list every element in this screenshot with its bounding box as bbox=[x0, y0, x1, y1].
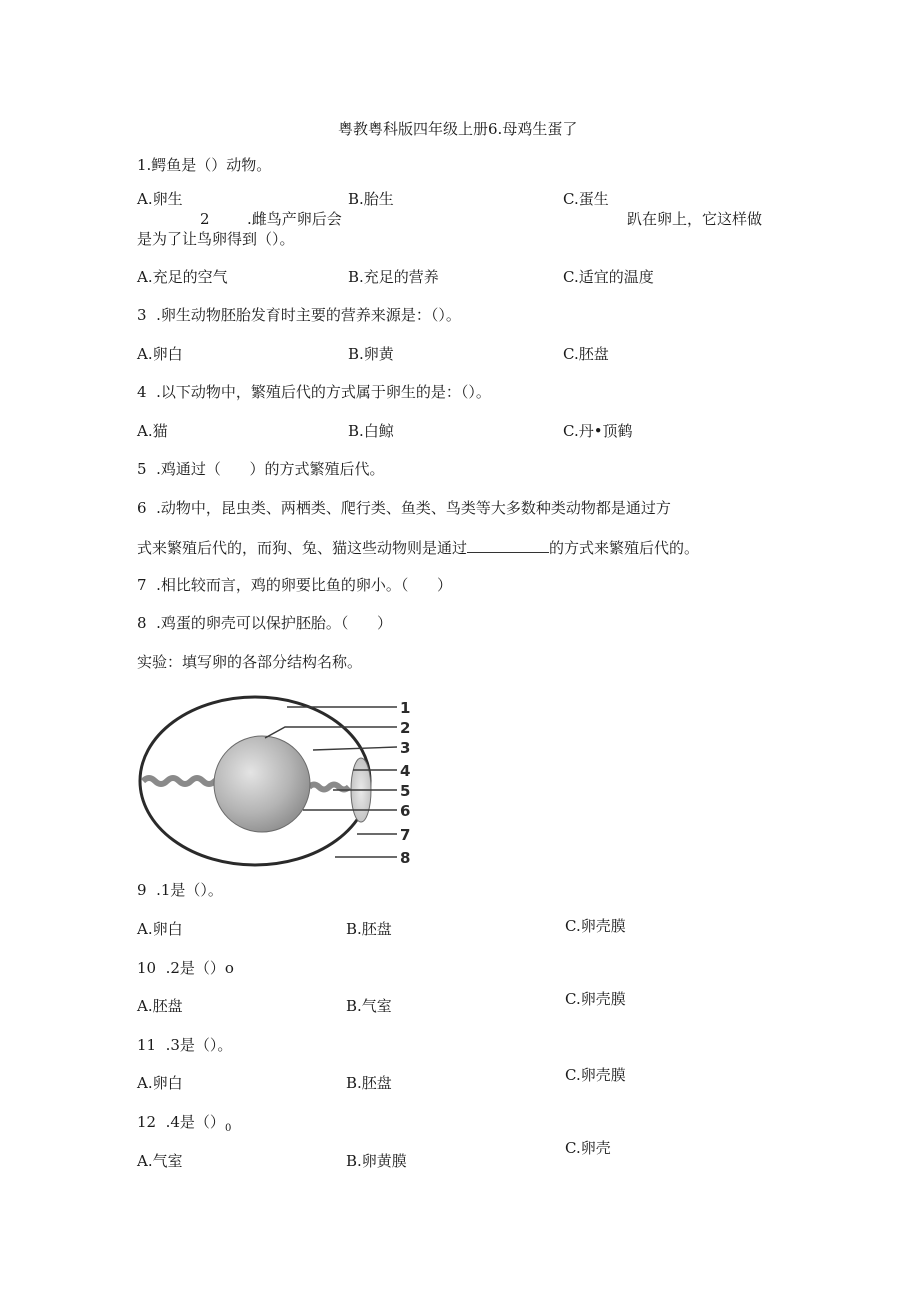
question-2-stem-part2: 趴在卵上，它这样做 bbox=[627, 210, 763, 228]
diagram-label-6: 6 bbox=[400, 802, 411, 820]
question-3-stem: 3 .卵生动物胚胎发育时主要的营养来源是：（）。 bbox=[137, 306, 461, 324]
question-11-stem: 11 .3是（）。 bbox=[137, 1036, 233, 1054]
question-7-stem: 7 .相比较而言，鸡的卵要比鱼的卵小。（ ） bbox=[137, 576, 452, 594]
diagram-label-8: 8 bbox=[400, 849, 411, 867]
question-4-option-c[interactable]: C.丹•顶鹤 bbox=[563, 422, 633, 440]
question-1-stem: 1.鳄鱼是（）动物。 bbox=[137, 156, 272, 174]
question-12-option-b[interactable]: B.卵黄膜 bbox=[346, 1152, 407, 1170]
question-2-stem-part1: .雌鸟产卵后会 bbox=[247, 210, 342, 228]
question-10-option-a[interactable]: A.胚盘 bbox=[137, 997, 183, 1015]
question-9-stem: 9 .1是（）。 bbox=[137, 881, 223, 899]
experiment-instruction: 实验：填写卵的各部分结构名称。 bbox=[137, 653, 363, 671]
question-12-option-a[interactable]: A.气室 bbox=[137, 1152, 183, 1170]
question-12-subscript: 0 bbox=[224, 1123, 232, 1134]
diagram-label-5: 5 bbox=[400, 782, 411, 800]
question-1-option-b[interactable]: B.胎生 bbox=[348, 190, 394, 208]
diagram-label-1: 1 bbox=[400, 699, 411, 717]
question-6-line2 bbox=[137, 538, 699, 557]
egg-structure-diagram bbox=[135, 692, 425, 874]
question-11-option-b[interactable]: B.胚盘 bbox=[346, 1074, 392, 1092]
question-10-stem: 10 .2是（）o bbox=[137, 959, 234, 977]
question-9-option-a[interactable]: A.卵白 bbox=[137, 920, 183, 938]
question-1-option-a[interactable]: A.卵生 bbox=[137, 190, 183, 208]
egg-yolk bbox=[214, 736, 310, 832]
question-2-option-b[interactable]: B.充足的营养 bbox=[348, 268, 439, 286]
diagram-label-4: 4 bbox=[400, 762, 411, 780]
question-12-stem bbox=[137, 1113, 231, 1138]
question-3-option-b[interactable]: B.卵黄 bbox=[348, 345, 394, 363]
question-10-option-c[interactable]: C.卵壳膜 bbox=[565, 990, 626, 1008]
question-12-stem-text: 12 .4是（） bbox=[137, 1113, 225, 1131]
diagram-label-3: 3 bbox=[400, 739, 411, 757]
page-title: 粤教粤科版四年级上册6.母鸡生蛋了 bbox=[338, 120, 578, 138]
question-10-option-b[interactable]: B.气室 bbox=[346, 997, 392, 1015]
fill-in-blank[interactable] bbox=[467, 538, 549, 553]
diagram-label-7: 7 bbox=[400, 826, 411, 844]
question-11-option-c[interactable]: C.卵壳膜 bbox=[565, 1066, 626, 1084]
question-2-number: 2 bbox=[200, 210, 210, 228]
question-2-option-a[interactable]: A.充足的空气 bbox=[137, 268, 228, 286]
question-6-line2-part2: 的方式来繁殖后代的。 bbox=[549, 539, 700, 557]
question-5-stem: 5 .鸡通过（ ）的方式繁殖后代。 bbox=[137, 460, 385, 478]
question-3-option-a[interactable]: A.卵白 bbox=[137, 345, 183, 363]
question-9-option-c[interactable]: C.卵壳膜 bbox=[565, 917, 626, 935]
question-11-option-a[interactable]: A.卵白 bbox=[137, 1074, 183, 1092]
diagram-label-2: 2 bbox=[400, 719, 411, 737]
question-6-line1: 6 .动物中，昆虫类、两栖类、爬行类、鱼类、鸟类等大多数种类动物都是通过方 bbox=[137, 499, 671, 517]
question-4-option-b[interactable]: B.白鲸 bbox=[348, 422, 394, 440]
question-4-option-a[interactable]: A.猫 bbox=[137, 422, 168, 440]
question-2-option-c[interactable]: C.适宜的温度 bbox=[563, 268, 654, 286]
question-9-option-b[interactable]: B.胚盘 bbox=[346, 920, 392, 938]
question-12-option-c[interactable]: C.卵壳 bbox=[565, 1139, 611, 1157]
question-8-stem: 8 .鸡蛋的卵壳可以保护胚胎。（ ） bbox=[137, 614, 392, 632]
question-2-stem-line2: 是为了让鸟卵得到（）。 bbox=[137, 230, 295, 248]
question-6-line2-part1: 式来繁殖后代的，而狗、兔、猫这些动物则是通过 bbox=[137, 539, 468, 557]
question-3-option-c[interactable]: C.胚盘 bbox=[563, 345, 609, 363]
question-4-stem: 4 .以下动物中，繁殖后代的方式属于卵生的是：（）。 bbox=[137, 383, 491, 401]
question-1-option-c[interactable]: C.蛋生 bbox=[563, 190, 609, 208]
